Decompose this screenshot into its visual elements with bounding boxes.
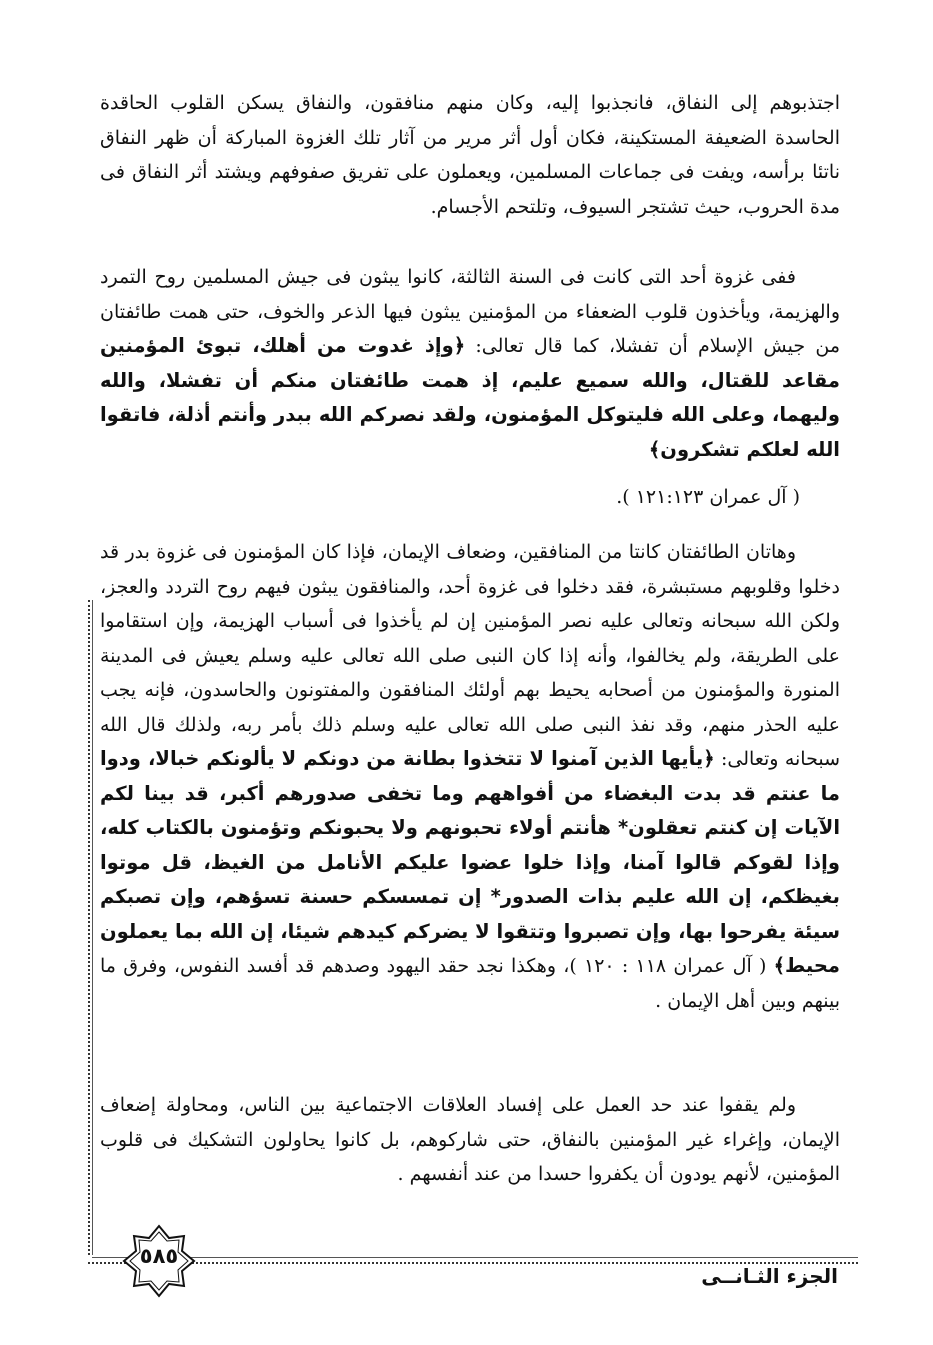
paragraph-2-body (100, 260, 840, 467)
frame-bottom-line (92, 1257, 858, 1258)
paragraph-4-text: ولم يقفوا عند حد العمل على إفساد العلاقات الاجتماعية بين الناس، ومحاولة إضعاف الإيمان، وإغراء غير المؤمنين بالنفاق، حتى شاركوهم، بل كانوا يحاولون التشكيك فى قلوب المؤمنين، لأنهم يودون أن يكفروا حسدا من عند أنفسهم . (100, 1094, 840, 1185)
paragraph-2-intro: ففى غزوة أحد التى كانت فى السنة الثالثة، كانوا يبثون فى جيش المسلمين روح التمرد والهزيمة، ويأخذون قلوب الضعفاء من المؤمنين يبثون فيها الذعر والخوف، حتى همت طائفتان من جيش الإسلام أن تفشلا، كما قال تعالى: (100, 266, 840, 357)
page-number: ٥٨٥ (139, 1244, 179, 1268)
paragraph-1-text: اجتذبوهم إلى النفاق، فانجذبوا إليه، وكان منهم منافقون، والنفاق يسكن القلوب الحاقدة الحاسدة الضعيفة المستكينة، فكان أول أثر مرير من آثار تلك الغزوة المباركة أن ظهر النفاق ناتئا برأسه، ويفت فى جماعات المسلمين، ويعملون على تفريق صفوفهم ويشتد أثر النفاق فى مدة الحروب، حيث تشتجر السيوف، وتلتحم الأجسام. (100, 92, 840, 218)
paragraph-3 (100, 535, 840, 1018)
paragraph-4-body (100, 1088, 840, 1192)
quran-quote-1: ﴿وإذ غدوت من أهلك، تبوئ المؤمنين مقاعد للقتال، والله سميع عليم، إذ همت طائفتان منكم أن تفشلا، والله وليهما، وعلى الله فليتوكل المؤمنون، ولقد نصركم الله ببدر وأنتم أذلة، فاتقوا الله لعلكم تشكرون﴾ (100, 334, 840, 461)
part-label: الجزء الثـانــى (701, 1264, 838, 1288)
paragraph-3-outro: ( آل عمران ١١٨ : ١٢٠ )، وهكذا نجد حقد اليهود وصدهم قد أفسد النفوس، وفرق ما بينهم وبين أهل الإيمان . (100, 955, 840, 1012)
frame-left-line (92, 600, 93, 1255)
paragraph-3-intro: وهاتان الطائفتان كانتا من المنافقين، وضعاف الإيمان، فإذا كان المؤمنون فى غزوة بدر قد دخلوا وقلوبهم مستبشرة، فقد دخلوا فى غزوة أحد، والمنافقون يبثون فيهم روح التردد والعجز، ولكن الله سبحانه وتعالى عليه نصر المؤمنين إن لم يأخذوا فى أسباب الهزيمة، وإن استقاموا على الطريقة، ولم يخالفوا، وأنه إذا كان النبى صلى الله تعالى عليه وسلم يعيش فى المدينة المنورة والمؤمنون من أصحابه يحيط بهم أولئك المنافقون والمفتونون والحاسدون، فإنه يجب عليه الحذر منهم، وقد نفذ النبى صلى الله تعالى عليه وسلم ذلك بأمر ربه، ولذلك قال الله سبحانه وتعالى: (100, 541, 841, 770)
paragraph-1 (100, 86, 840, 224)
frame-left-dotted (88, 600, 90, 1255)
paragraph-2 (100, 260, 840, 467)
quran-quote-2: ﴿يأيها الذين آمنوا لا تتخذوا بطانة من دونكم لا يألونكم خبالا، ودوا ما عنتم قد بدت البغضاء من أفواههم وما تخفى صدورهم أكبر، قد بينا لكم الآيات إن كنتم تعقلون* هأنتم أولاء تحبونهم ولا يحبونكم وتؤمنون بالكتاب كله، وإذا لقوكم قالوا آمنا، وإذا خلوا عضوا عليكم الأنامل من الغيظ، قل موتوا بغيظكم، إن الله عليم بذات الصدور* إن تمسسكم حسنة تسؤهم، وإن تصبكم سيئة يفرحوا بها، وإن تصبروا وتتقوا لا يضركم كيدهم شيئا، إن الله بما يعملون محيط﴾ (100, 747, 841, 977)
paragraph-3-body (100, 535, 840, 1018)
paragraph-4 (100, 1088, 840, 1192)
quran-reference-1: ( آل عمران ١٢١:١٢٣ ). (616, 486, 800, 508)
